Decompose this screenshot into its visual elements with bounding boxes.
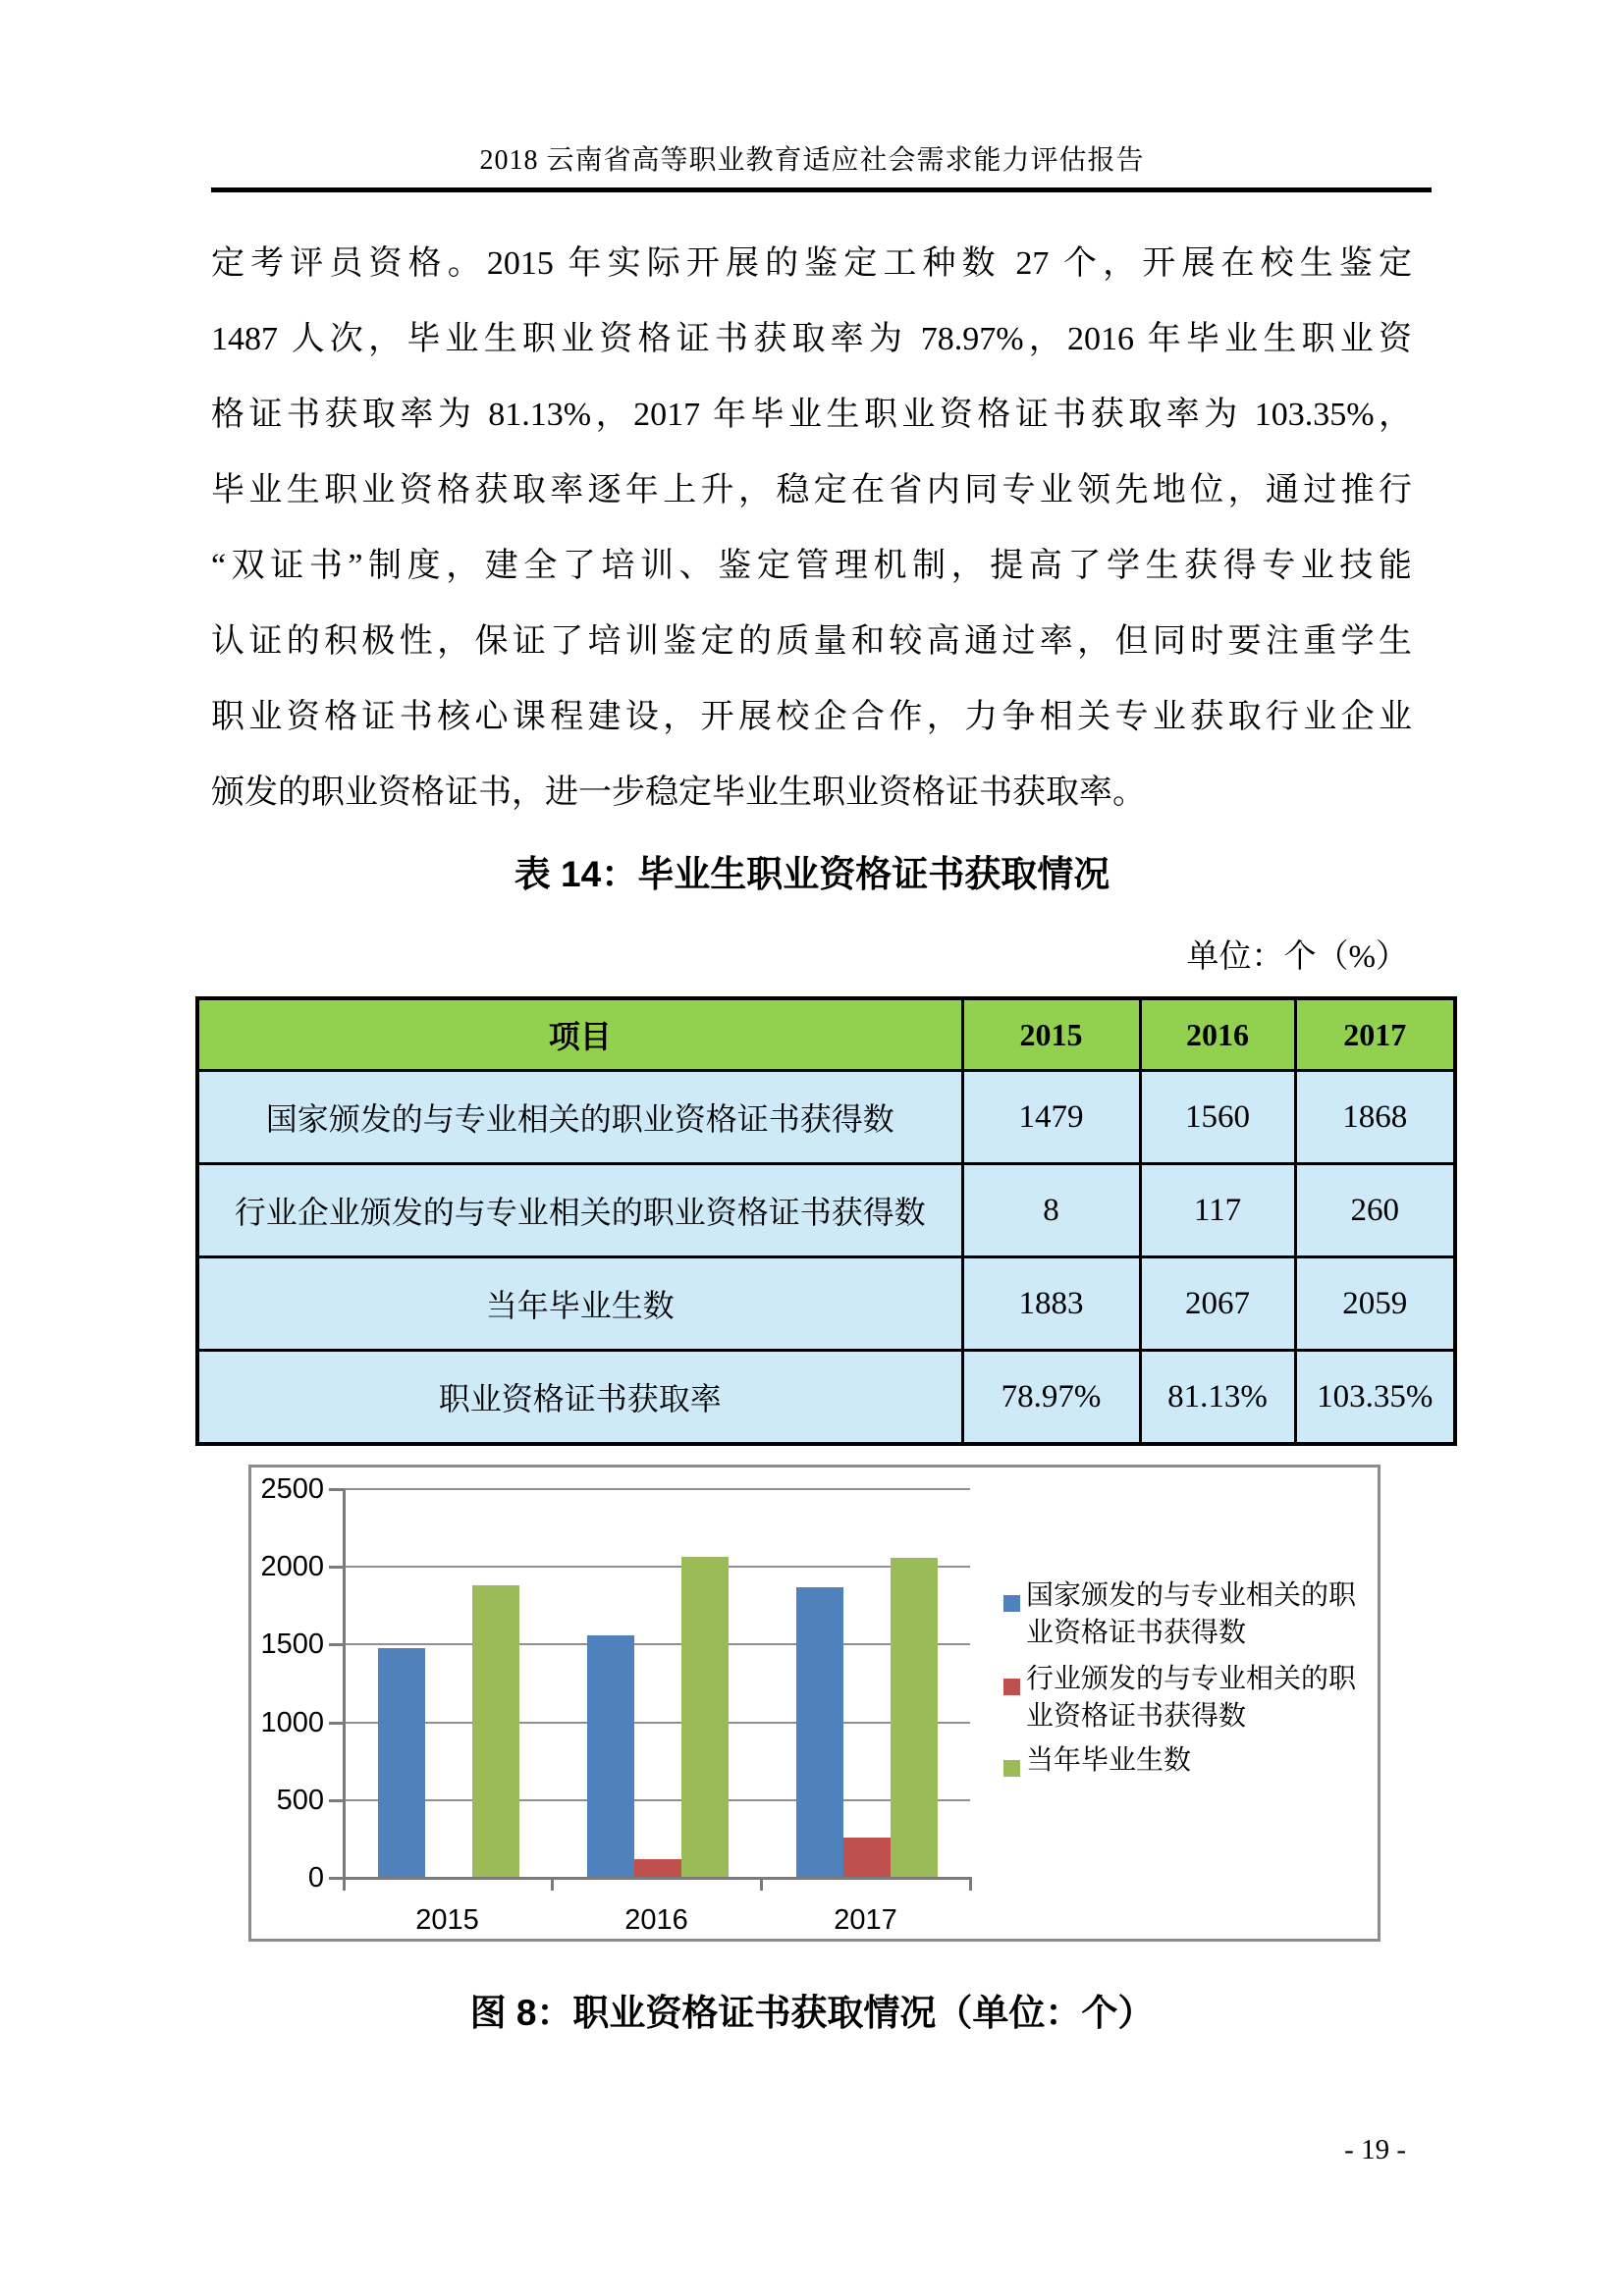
y-tick [329,1722,344,1725]
legend-label: 国家颁发的与专业相关的职 业资格证书获得数 [1026,1580,1357,1648]
table-header-row [197,998,1455,1071]
legend-swatch-green [1003,1760,1020,1777]
column-header-2015: 2015 [962,998,1140,1071]
y-tick-label: 1000 [260,1706,324,1738]
legend-swatch-red [1003,1679,1020,1695]
table-row [197,1351,1455,1445]
x-tick [551,1878,554,1891]
x-tick [760,1878,763,1891]
cell-value: 260 [1295,1164,1455,1257]
bar-2016-series-1 [634,1859,681,1878]
bar-2017-series-2 [891,1558,938,1878]
cell-value: 1479 [962,1071,1140,1164]
cell-value: 2067 [1140,1257,1295,1351]
paragraph-line: 1487 人次，毕业生职业资格证书获取率为 78.97%，2016 年毕业生职业资 [211,321,1412,357]
row-label: 国家颁发的与专业相关的职业资格证书获得数 [197,1071,962,1164]
x-tick-label-2016: 2016 [624,1904,688,1936]
bar-2017-series-0 [796,1587,843,1878]
x-tick-label-2017: 2017 [834,1904,897,1936]
table-unit-note: 单位：个（%） [1186,939,1408,975]
paragraph-line: 认证的积极性，保证了培训鉴定的质量和较高通过率，但同时要注重学生 [211,623,1412,660]
body-paragraph [211,226,1412,830]
cell-value: 78.97% [962,1351,1140,1445]
bar-2015-series-0 [378,1648,425,1878]
column-header-2016: 2016 [1140,998,1295,1071]
y-tick-label: 2500 [260,1473,324,1505]
page-number: - 19 - [1344,2134,1406,2165]
row-label: 职业资格证书获取率 [197,1351,962,1445]
chart-plot-area [343,1489,970,1878]
paragraph-line: 毕业生职业资格获取率逐年上升，稳定在省内同专业领先地位，通过推行 [211,472,1412,508]
table-row [197,1164,1455,1257]
y-tick-label: 1500 [260,1629,324,1661]
row-label: 当年毕业生数 [197,1257,962,1351]
bar-2016-series-0 [587,1635,634,1878]
column-header-2017: 2017 [1295,998,1455,1071]
y-tick [329,1799,344,1802]
y-tick-label: 0 [307,1862,324,1894]
cell-value: 81.13% [1140,1351,1295,1445]
y-tick-label: 2000 [260,1551,324,1583]
cell-value: 103.35% [1295,1351,1455,1445]
paragraph-line: 颁发的职业资格证书，进一步稳定毕业生职业资格证书获取率。 [211,774,1146,811]
cell-value: 8 [962,1164,1140,1257]
cell-value: 1868 [1295,1071,1455,1164]
page-header-title: 2018 云南省高等职业教育适应社会需求能力评估报告 [479,145,1145,176]
legend-label: 行业颁发的与专业相关的职 业资格证书获得数 [1026,1664,1357,1732]
bar-2015-series-2 [472,1585,519,1878]
bar-2017-series-1 [843,1838,891,1878]
table-row [197,1257,1455,1351]
bar-chart [248,1465,1380,1942]
y-tick [329,1566,344,1569]
legend-label: 当年毕业生数 [1026,1745,1192,1776]
paragraph-line: 格证书获取率为 81.13%，2017 年毕业生职业资格证书获取率为 103.35%， [211,397,1412,433]
y-tick [329,1643,344,1646]
table-row [197,1071,1455,1164]
x-tick-label-2015: 2015 [415,1904,479,1936]
paragraph-line: “双证书”制度，建全了培训、鉴定管理机制，提高了学生获得专业技能 [211,548,1412,584]
table-title: 表 14：毕业生职业资格证书获取情况 [514,854,1110,894]
paragraph-line: 职业资格证书核心课程建设，开展校企合作，力争相关专业获取行业企业 [211,699,1412,735]
cell-value: 1560 [1140,1071,1295,1164]
figure-caption: 图 8：职业资格证书获取情况（单位：个） [469,1993,1155,2033]
y-tick [329,1488,344,1491]
cell-value: 1883 [962,1257,1140,1351]
y-tick [329,1877,344,1880]
certificates-table [195,996,1457,1446]
cell-value: 2059 [1295,1257,1455,1351]
row-label: 行业企业颁发的与专业相关的职业资格证书获得数 [197,1164,962,1257]
bar-2016-series-2 [681,1557,729,1878]
chart-x-axis [343,1877,972,1880]
y-tick-label: 500 [276,1784,324,1816]
x-tick [969,1878,972,1891]
paragraph-line: 定考评员资格。2015 年实际开展的鉴定工种数 27 个，开展在校生鉴定 [211,245,1412,282]
cell-value: 117 [1140,1164,1295,1257]
legend-swatch-blue [1003,1595,1020,1612]
header-rule [211,187,1432,192]
column-header-item: 项目 [197,998,962,1071]
